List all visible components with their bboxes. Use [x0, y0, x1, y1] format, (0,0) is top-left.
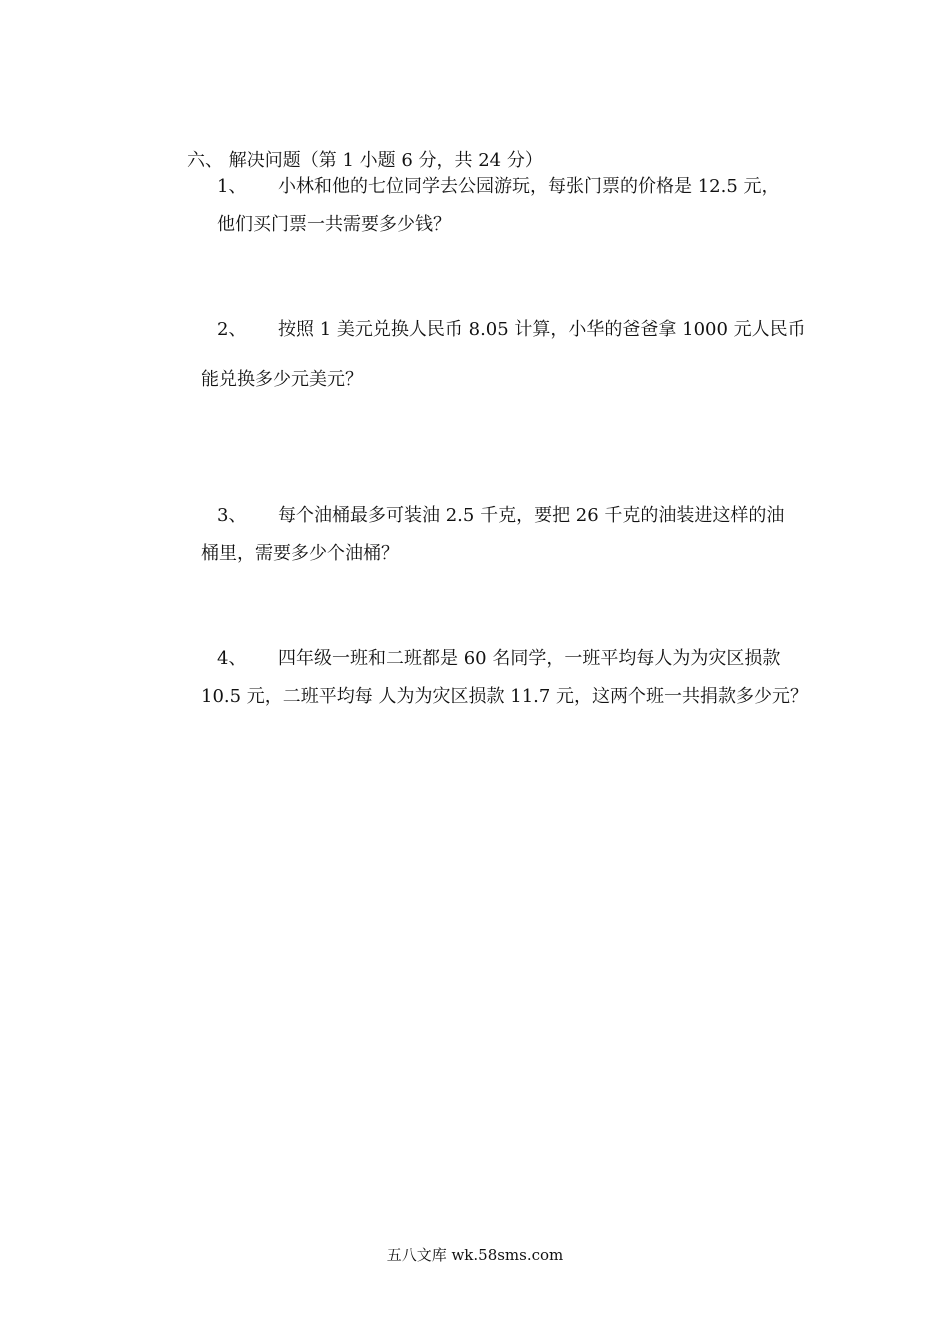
problem-1-number: 1、 — [217, 176, 247, 197]
section-title: 六、 解决问题（第 1 小题 6 分，共 24 分） — [187, 150, 543, 171]
problem-3-line-2: 桶里，需要多少个油桶？ — [201, 543, 399, 564]
problem-4-number: 4、 — [217, 648, 247, 669]
problem-3-line-1: 每个油桶最多可装油 2.5 千克，要把 26 千克的油装进这样的油 — [278, 505, 785, 526]
problem-2-line-2: 能兑换多少元美元？ — [201, 369, 363, 390]
footer-watermark: 五八文库 wk.58sms.com — [386, 1246, 564, 1264]
problem-4-line-2: 10.5 元，二班平均每 人为为灾区损款 11.7 元，这两个班一共捐款多少元？ — [201, 686, 809, 707]
problem-2-line-1: 按照 1 美元兑换人民币 8.05 计算，小华的爸爸拿 1000 元人民币 — [278, 319, 806, 340]
problem-4-line-1: 四年级一班和二班都是 60 名同学，一班平均每人为为灾区损款 — [278, 648, 781, 669]
problem-1-line-2: 他们买门票一共需要多少钱？ — [217, 214, 451, 235]
problem-2-number: 2、 — [217, 319, 247, 340]
problem-3-number: 3、 — [217, 505, 247, 526]
problem-1-line-1: 小林和他的七位同学去公园游玩，每张门票的价格是 12.5 元， — [278, 176, 780, 197]
